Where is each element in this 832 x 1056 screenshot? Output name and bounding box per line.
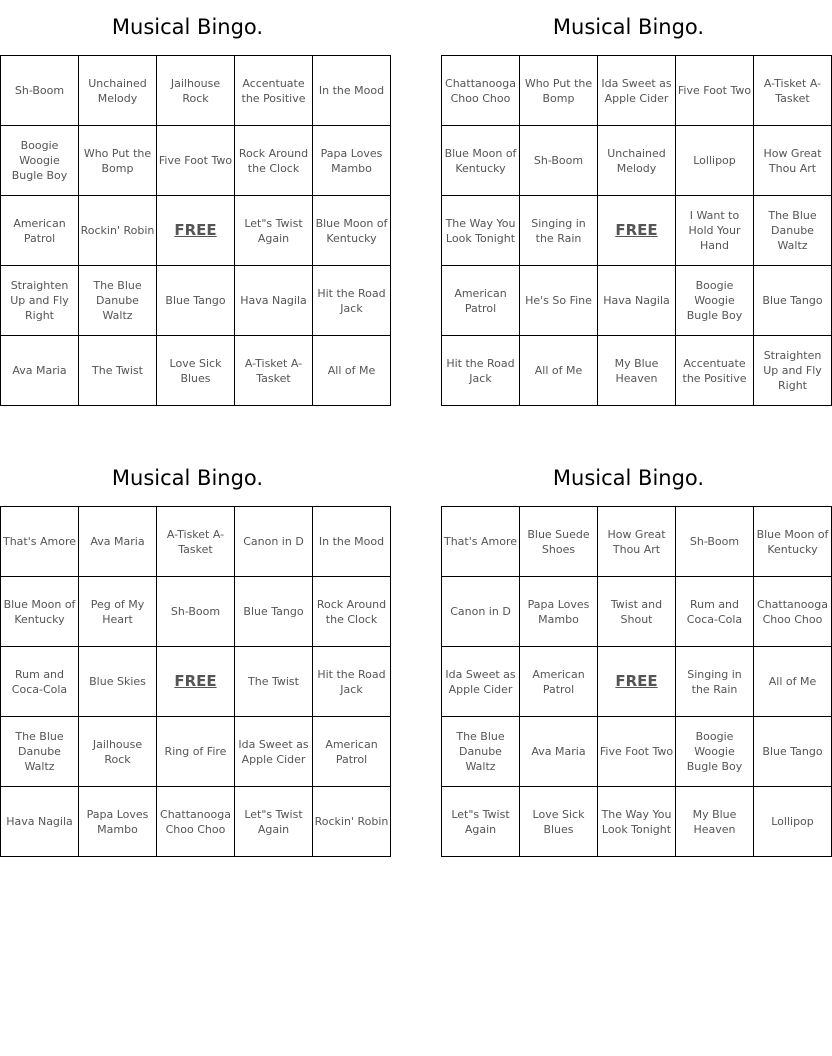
bingo-cell: Lollipop — [754, 787, 832, 857]
bingo-grid — [0, 506, 391, 857]
bingo-cell: Five Foot Two — [676, 56, 754, 126]
bingo-cell: Accentuate the Positive — [676, 336, 754, 406]
bingo-cell: American Patrol — [1, 196, 79, 266]
bingo-cell: Papa Loves Mambo — [79, 787, 157, 857]
bingo-cell: Blue Suede Shoes — [520, 507, 598, 577]
bingo-cell: Sh-Boom — [520, 126, 598, 196]
bingo-cell: The Blue Danube Waltz — [1, 717, 79, 787]
bingo-cell: He's So Fine — [520, 266, 598, 336]
bingo-cell: Papa Loves Mambo — [520, 577, 598, 647]
bingo-cell: Five Foot Two — [157, 126, 235, 196]
bingo-cell: Rockin' Robin — [313, 787, 391, 857]
bingo-cell: Ida Sweet as Apple Cider — [235, 717, 313, 787]
bingo-cell: How Great Thou Art — [754, 126, 832, 196]
bingo-cell: Let"s Twist Again — [235, 196, 313, 266]
bingo-cell: Hit the Road Jack — [442, 336, 520, 406]
bingo-cell: My Blue Heaven — [676, 787, 754, 857]
bingo-cell: I Want to Hold Your Hand — [676, 196, 754, 266]
bingo-cell: Love Sick Blues — [520, 787, 598, 857]
bingo-cell: The Way You Look Tonight — [442, 196, 520, 266]
bingo-cell: Boogie Woogie Bugle Boy — [1, 126, 79, 196]
bingo-cell: Blue Skies — [79, 647, 157, 717]
bingo-cell: The Blue Danube Waltz — [442, 717, 520, 787]
bingo-cell: That's Amore — [442, 507, 520, 577]
grid-row — [1, 336, 391, 406]
grid-row — [1, 787, 391, 857]
bingo-cell: All of Me — [754, 647, 832, 717]
bingo-cell: Sh-Boom — [157, 577, 235, 647]
bingo-cell: Love Sick Blues — [157, 336, 235, 406]
bingo-card-3 — [0, 451, 389, 857]
bingo-cell: Blue Tango — [754, 717, 832, 787]
bingo-cell: Rum and Coca-Cola — [676, 577, 754, 647]
bingo-cell: Accentuate the Positive — [235, 56, 313, 126]
grid-row — [1, 196, 391, 266]
grid-row — [1, 266, 391, 336]
grid-row — [1, 717, 391, 787]
bingo-grid — [0, 55, 391, 406]
bingo-cell: Jailhouse Rock — [79, 717, 157, 787]
bingo-cell: Ava Maria — [520, 717, 598, 787]
bingo-cell: Canon in D — [235, 507, 313, 577]
bingo-grid — [441, 506, 832, 857]
bingo-cell: Sh-Boom — [1, 56, 79, 126]
bingo-cell: Boogie Woogie Bugle Boy — [676, 717, 754, 787]
bingo-cell: American Patrol — [442, 266, 520, 336]
bingo-cell: Rock Around the Clock — [235, 126, 313, 196]
bingo-grid — [441, 55, 832, 406]
grid-row — [442, 336, 832, 406]
bingo-cell: Sh-Boom — [676, 507, 754, 577]
bingo-cell: Rockin' Robin — [79, 196, 157, 266]
bingo-cell: How Great Thou Art — [598, 507, 676, 577]
bingo-cell: Blue Tango — [157, 266, 235, 336]
bingo-cell: Ava Maria — [1, 336, 79, 406]
bingo-cell: Blue Tango — [754, 266, 832, 336]
grid-row — [442, 196, 832, 266]
bingo-cell: Five Foot Two — [598, 717, 676, 787]
bingo-cell: Ida Sweet as Apple Cider — [598, 56, 676, 126]
bingo-cell: Singing in the Rain — [520, 196, 598, 266]
free-space: FREE — [157, 196, 235, 266]
bingo-cell: The Blue Danube Waltz — [754, 196, 832, 266]
grid-row — [442, 266, 832, 336]
bingo-cell: A-Tisket A-Tasket — [157, 507, 235, 577]
bingo-cell: Lollipop — [676, 126, 754, 196]
bingo-cell: Twist and Shout — [598, 577, 676, 647]
bingo-card-2 — [441, 0, 823, 406]
card-title: Musical Bingo. — [111, 466, 264, 490]
bingo-cell: In the Mood — [313, 56, 391, 126]
bingo-cell: The Blue Danube Waltz — [79, 266, 157, 336]
card-title: Musical Bingo. — [552, 466, 705, 490]
bingo-cell: Straighten Up and Fly Right — [1, 266, 79, 336]
bingo-cell: American Patrol — [520, 647, 598, 717]
bingo-cell: Blue Tango — [235, 577, 313, 647]
bingo-cell: Ring of Fire — [157, 717, 235, 787]
bingo-cell: Chattanooga Choo Choo — [442, 56, 520, 126]
bingo-cell: Blue Moon of Kentucky — [1, 577, 79, 647]
grid-row — [1, 507, 391, 577]
bingo-cell: All of Me — [520, 336, 598, 406]
bingo-cell: A-Tisket A-Tasket — [235, 336, 313, 406]
grid-row — [1, 577, 391, 647]
bingo-cell: Singing in the Rain — [676, 647, 754, 717]
bingo-cell: The Twist — [235, 647, 313, 717]
bingo-cell: Hava Nagila — [1, 787, 79, 857]
bingo-cell: Hava Nagila — [235, 266, 313, 336]
bingo-cell: Who Put the Bomp — [79, 126, 157, 196]
bingo-cell: Ava Maria — [79, 507, 157, 577]
bingo-card-1 — [0, 0, 388, 406]
bingo-cell: Blue Moon of Kentucky — [754, 507, 832, 577]
free-space: FREE — [598, 196, 676, 266]
bingo-cell: Hit the Road Jack — [313, 266, 391, 336]
grid-row — [442, 787, 832, 857]
bingo-cell: Ida Sweet as Apple Cider — [442, 647, 520, 717]
card-title: Musical Bingo. — [111, 15, 264, 39]
grid-row — [1, 126, 391, 196]
grid-row — [442, 647, 832, 717]
free-space: FREE — [598, 647, 676, 717]
free-space: FREE — [157, 647, 235, 717]
bingo-cell: Straighten Up and Fly Right — [754, 336, 832, 406]
card-title: Musical Bingo. — [552, 15, 705, 39]
bingo-cell: All of Me — [313, 336, 391, 406]
grid-row — [442, 717, 832, 787]
bingo-cell: In the Mood — [313, 507, 391, 577]
bingo-cell: Papa Loves Mambo — [313, 126, 391, 196]
grid-row — [1, 56, 391, 126]
bingo-cell: Chattanooga Choo Choo — [754, 577, 832, 647]
grid-row — [442, 126, 832, 196]
bingo-cell: That's Amore — [1, 507, 79, 577]
bingo-cell: Let"s Twist Again — [235, 787, 313, 857]
bingo-cell: Boogie Woogie Bugle Boy — [676, 266, 754, 336]
grid-row — [442, 507, 832, 577]
bingo-cell: Chattanooga Choo Choo — [157, 787, 235, 857]
grid-row — [442, 56, 832, 126]
bingo-cell: Blue Moon of Kentucky — [442, 126, 520, 196]
bingo-cell: The Way You Look Tonight — [598, 787, 676, 857]
bingo-cell: Hit the Road Jack — [313, 647, 391, 717]
bingo-cell: American Patrol — [313, 717, 391, 787]
bingo-cell: The Twist — [79, 336, 157, 406]
bingo-cell: My Blue Heaven — [598, 336, 676, 406]
bingo-cell: Unchained Melody — [598, 126, 676, 196]
bingo-cell: Blue Moon of Kentucky — [313, 196, 391, 266]
bingo-cell: Let"s Twist Again — [442, 787, 520, 857]
bingo-cell: Unchained Melody — [79, 56, 157, 126]
bingo-cell: Rock Around the Clock — [313, 577, 391, 647]
bingo-cell: Canon in D — [442, 577, 520, 647]
bingo-cell: Hava Nagila — [598, 266, 676, 336]
bingo-card-4 — [441, 451, 829, 857]
bingo-cell: Peg of My Heart — [79, 577, 157, 647]
bingo-cell: A-Tisket A-Tasket — [754, 56, 832, 126]
bingo-cell: Who Put the Bomp — [520, 56, 598, 126]
grid-row — [1, 647, 391, 717]
grid-row — [442, 577, 832, 647]
bingo-cell: Jailhouse Rock — [157, 56, 235, 126]
bingo-cell: Rum and Coca-Cola — [1, 647, 79, 717]
